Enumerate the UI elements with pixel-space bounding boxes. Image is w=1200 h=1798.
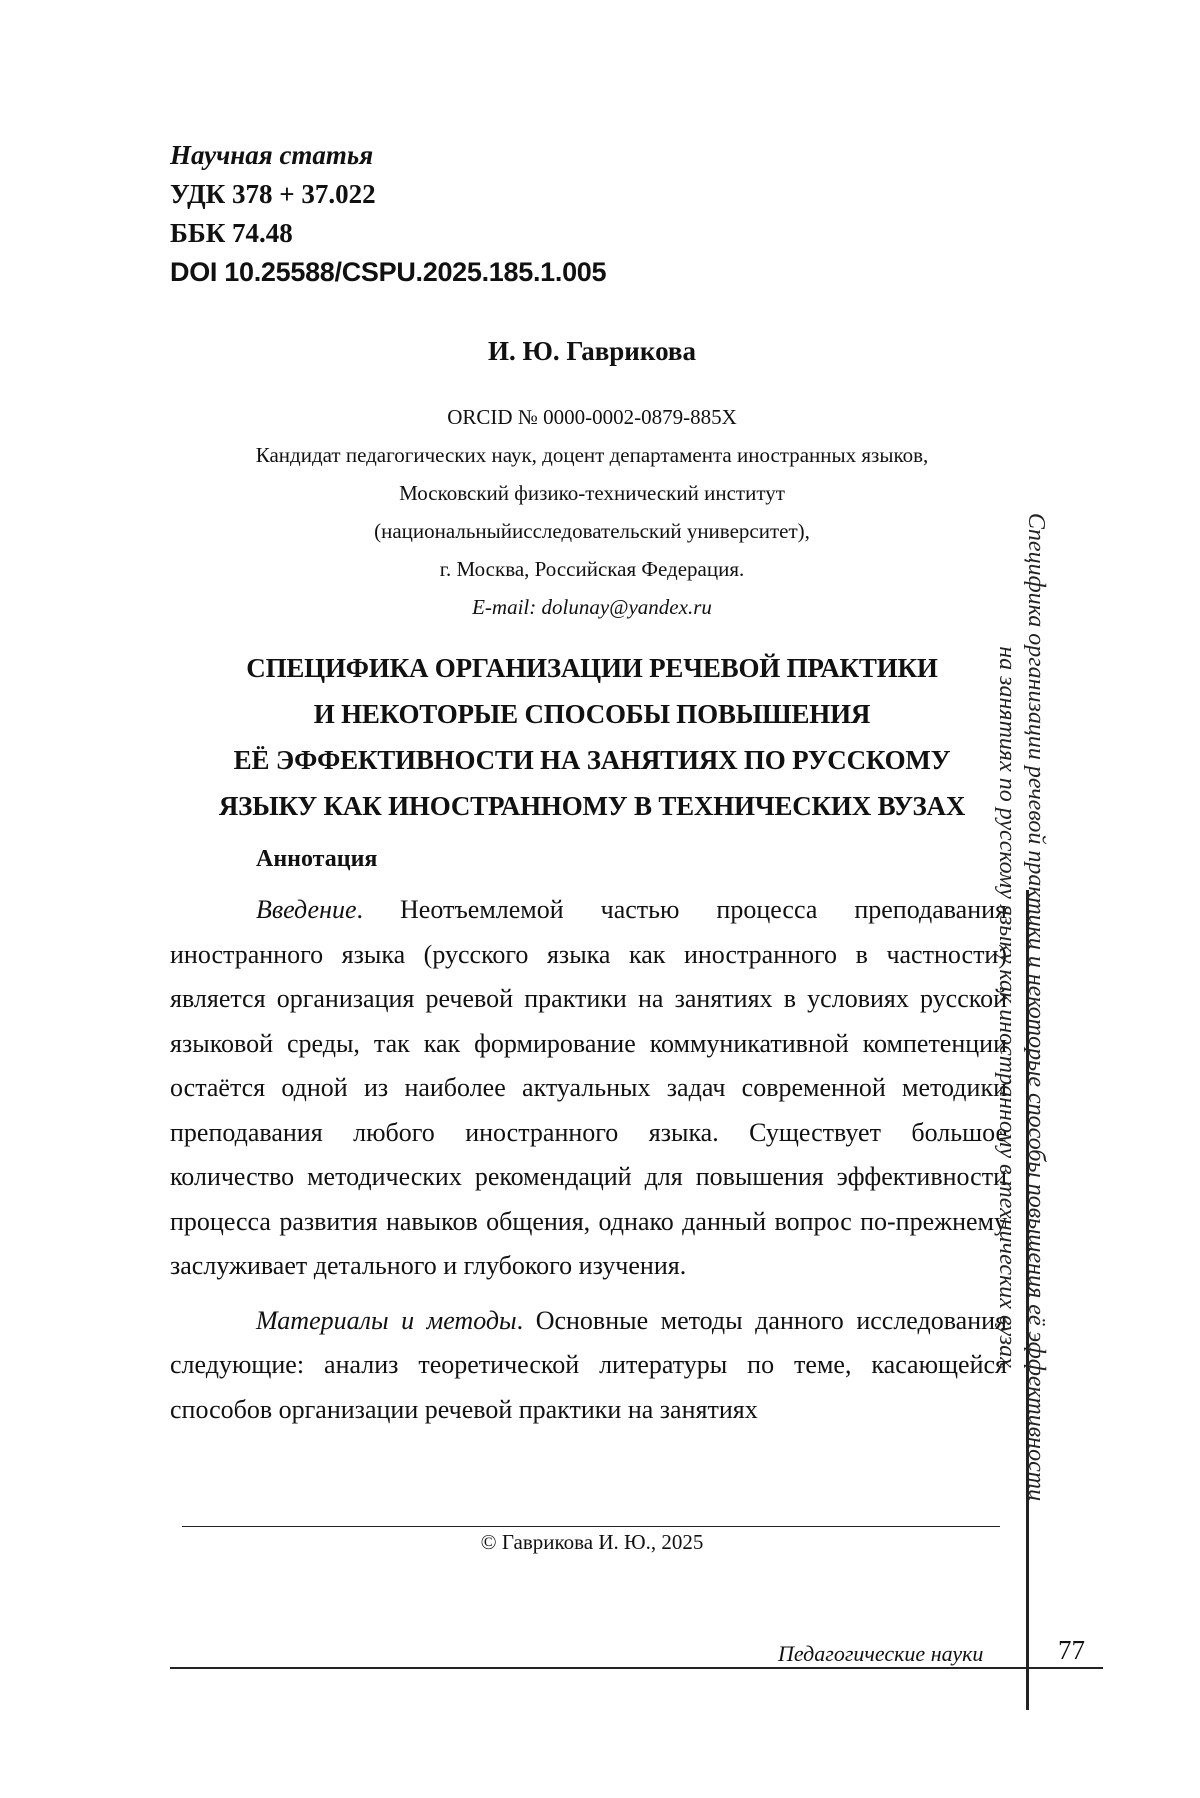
author-affiliation xyxy=(170,398,1014,626)
running-head xyxy=(970,477,1050,1537)
intro-lead: Введение xyxy=(256,895,357,924)
methods-lead: Материалы и методы xyxy=(256,1306,517,1335)
udk-code: УДК 378 + 37.022 xyxy=(170,175,970,214)
footnote-divider xyxy=(182,1526,1000,1527)
footer-section-name: Педагогические науки xyxy=(778,1641,983,1667)
page-number: 77 xyxy=(1058,1635,1085,1666)
footer-rule xyxy=(170,1667,1103,1669)
author-institution-note: (национальныйисследовательский университет), xyxy=(170,512,1014,550)
annotation-heading: Аннотация xyxy=(256,846,377,873)
methods-text: . Основные методы данного исследования следующие: анализ теоретической литературы по теме, касающейся способов организации речевой практики на занятиях xyxy=(170,1306,1007,1424)
article-header xyxy=(170,136,970,292)
side-rule xyxy=(1026,890,1029,1710)
intro-paragraph xyxy=(170,888,1007,1289)
running-head-line: на занятиях по русскому языку как иностранному в технических вузах xyxy=(992,477,1021,1537)
article-type: Научная статья xyxy=(170,136,970,175)
author-position: Кандидат педагогических наук, доцент департамента иностранных языков, xyxy=(170,436,1014,474)
author-institution: Московский физико-технический институт xyxy=(170,474,1014,512)
intro-text: . Неотъемлемой частью процесса преподавания иностранного языка (русского языка как иностранного в частности) является организация речевой практики на занятиях в условиях русской языковой среды, так как формирование коммуникативной компетенции остаётся одной из наиболее актуальных задач современной методики преподавания любого иностранного языка. Существует большое количество методических рекомендаций для повышения эффективности процесса развития навыков общения, однако данный вопрос по-прежнему заслуживает детального и глубокого изучения. xyxy=(170,895,1007,1280)
article-title xyxy=(170,645,1014,829)
doi[interactable]: DOI 10.25588/CSPU.2025.185.1.005 xyxy=(170,253,970,292)
copyright-notice: © Гаврикова И. Ю., 2025 xyxy=(170,1530,1014,1555)
title-line: ЕЁ ЭФФЕКТИВНОСТИ НА ЗАНЯТИЯХ ПО РУССКОМУ xyxy=(170,737,1014,783)
annotation-body xyxy=(170,888,1007,1442)
author-city: г. Москва, Российская Федерация. xyxy=(170,550,1014,588)
author-email[interactable]: E-mail: dolunay@yandex.ru xyxy=(170,588,1014,626)
methods-paragraph xyxy=(170,1299,1007,1433)
bbk-code: ББК 74.48 xyxy=(170,214,970,253)
orcid[interactable]: ORCID № 0000-0002-0879-885X xyxy=(170,398,1014,436)
author-name: И. Ю. Гаврикова xyxy=(170,336,1014,367)
title-line: И НЕКОТОРЫЕ СПОСОБЫ ПОВЫШЕНИЯ xyxy=(170,691,1014,737)
title-line: СПЕЦИФИКА ОРГАНИЗАЦИИ РЕЧЕВОЙ ПРАКТИКИ xyxy=(170,645,1014,691)
running-head-line: Специфика организации речевой практики и некоторые способы повышения её эффективности xyxy=(1021,477,1050,1537)
title-line: ЯЗЫКУ КАК ИНОСТРАННОМУ В ТЕХНИЧЕСКИХ ВУЗАХ xyxy=(170,783,1014,829)
